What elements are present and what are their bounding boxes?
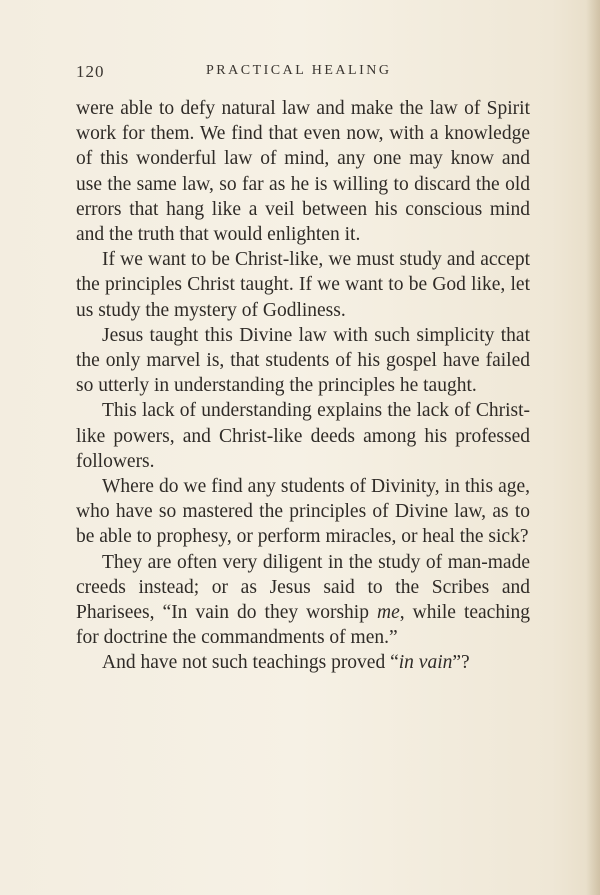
paragraph: Where do we find any students of Divinity, in this age, who have so mastered the principles of Divine law, as to be able to prophesy, or perform miracles, or heal the sick? — [76, 476, 530, 548]
page-header — [76, 62, 530, 84]
paragraph-text: And have not such teachings proved “ — [102, 652, 399, 674]
paragraph-text: ”? — [452, 652, 470, 674]
paragraph-text: , while teaching for doctrine the commandments of men.” — [76, 602, 531, 649]
page-number: 120 — [76, 62, 105, 81]
paragraph: Jesus taught this Divine law with such simplicity that the only marvel is, that students of his gospel have failed so utterly in understanding the principles he taught. — [76, 324, 530, 397]
running-head: PRACTICAL HEALING — [206, 63, 392, 78]
paragraph — [76, 650, 530, 675]
paragraph: If we want to be Christ-like, we must study and accept the principles Christ taught. If we want to be God like, let us study the mystery of Godliness. — [76, 249, 530, 321]
paragraph: were able to defy natural law and make the law of Spirit work for them. We find that even now, with a knowledge of this wonderful law of mind, any one may know and use the same law, so far as he is willing to discard the old errors that hang like a veil between his conscious mind and the truth that would enlighten it. — [76, 98, 530, 246]
paragraph: This lack of understanding explains the lack of Christ-like powers, and Christ-like deeds among his professed followers. — [76, 400, 530, 472]
body-text — [76, 96, 530, 676]
paragraph — [76, 550, 530, 651]
emphasis: me — [376, 602, 400, 624]
emphasis: in vain — [398, 652, 453, 674]
page-edge-shadow — [586, 0, 600, 895]
paragraph-text: They are often very diligent in the study of man-made creeds instead; or as Jesus said to the Scribes and Pharisees, “In vain do they worship — [76, 551, 530, 624]
